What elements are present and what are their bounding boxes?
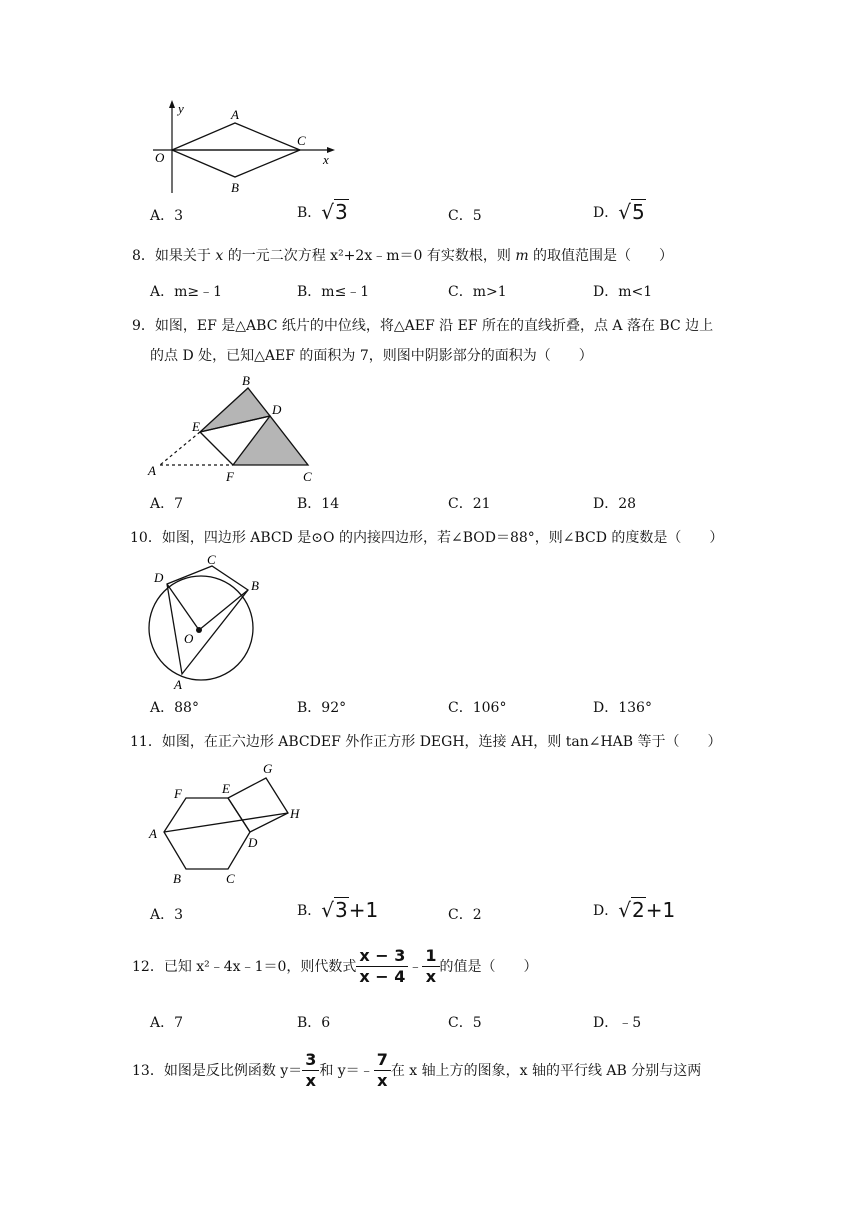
q7-label-x: x: [323, 152, 329, 167]
q11-option-d: D．√2+1: [593, 898, 676, 922]
q9-option-d: D．28: [593, 496, 637, 512]
q9-label-F: F: [226, 469, 234, 484]
q7-label-A: A: [231, 107, 239, 122]
q8-stem: [132, 246, 673, 266]
var: m: [515, 248, 529, 264]
option-label: B．: [297, 205, 322, 221]
q8-text: 有实数根，则: [422, 248, 516, 264]
q11-label-A: A: [149, 826, 157, 841]
q9-stem-line2: 的点 D 处，已知△AEF 的面积为 7，则图中阴影部分的面积为（ ）: [150, 348, 593, 364]
option-value: 3: [174, 208, 184, 224]
q13-text: 在 x 轴上方的图象，x 轴的平行线 AB 分别与这两: [390, 1062, 702, 1079]
q7-label-C: C: [297, 133, 306, 148]
sqrt-sign: √2: [618, 898, 645, 922]
q12-text: 12．已知 x²﹣4x﹣1＝0，则代数式: [132, 958, 357, 975]
q11-label-F: F: [174, 786, 182, 801]
q10-label-B: B: [251, 578, 259, 593]
sqrt-sign: √3: [321, 898, 348, 922]
q12-text: 的值是（ ）: [439, 958, 538, 975]
q11-option-c: C．2: [448, 907, 482, 923]
q11-label-C: C: [226, 871, 235, 886]
q11-figure: [140, 758, 315, 890]
numerator: 1: [422, 946, 439, 967]
q10-label-O: O: [184, 631, 194, 646]
q9-label-B: B: [242, 375, 250, 388]
q9-stem-line1: 9．如图，EF 是△ABC 纸片的中位线，将△AEF 沿 EF 所在的直线折叠，点 A 落在 BC 边上: [132, 318, 714, 334]
q9-label-D: D: [272, 402, 282, 417]
q9-label-A: A: [148, 463, 156, 478]
q12-fraction-1: [356, 946, 408, 987]
q12-option-a: A．7: [150, 1015, 184, 1031]
q13-stem: [132, 1050, 701, 1091]
q7-option-a: [150, 206, 183, 226]
q12-option-b: B．6: [297, 1015, 331, 1031]
q11-label-G: G: [263, 761, 273, 776]
denominator: x: [377, 1071, 388, 1090]
q10-figure: [140, 550, 275, 692]
q8-text: 的取值范围是（ ）: [528, 248, 674, 264]
q7-label-O: O: [155, 150, 165, 165]
q11-label-B: B: [173, 871, 181, 886]
q7-label-y: y: [178, 101, 184, 116]
q8-option-a: A．m≥﹣1: [150, 284, 223, 300]
q9-option-a: A．7: [150, 496, 184, 512]
q9-figure: [140, 375, 330, 485]
denominator: x: [305, 1071, 316, 1090]
sqrt-sign: √5: [618, 200, 645, 224]
q10-label-D: D: [154, 570, 164, 585]
q10-label-C: C: [207, 552, 216, 567]
q13-fraction-1: [302, 1050, 319, 1091]
numerator: 7: [374, 1050, 391, 1071]
q8-option-b: B．m≤﹣1: [297, 284, 370, 300]
q13-fraction-2: [374, 1050, 391, 1091]
q11-label-D: D: [248, 835, 258, 850]
q12-option-d: D．﹣5: [593, 1015, 642, 1031]
q10-option-d: D．136°: [593, 700, 652, 716]
q9-option-c: C．21: [448, 496, 491, 512]
option-label: C．: [448, 208, 473, 224]
q12-stem: [132, 946, 538, 987]
q8-option-c: C．m>1: [448, 284, 507, 300]
option-label: D．: [593, 205, 619, 221]
denominator: x − 4: [359, 967, 406, 986]
q10-option-c: C．106°: [448, 700, 507, 716]
q8-option-d: D．m<1: [593, 284, 653, 300]
q10-option-b: B．92°: [297, 700, 347, 716]
q7-label-B: B: [231, 180, 239, 195]
q7-figure: [145, 98, 345, 198]
q7-option-d: [593, 202, 646, 223]
q12-option-c: C．5: [448, 1015, 482, 1031]
plus-one: +1: [348, 898, 379, 922]
plus-one: +1: [645, 898, 676, 922]
q10-label-A: A: [174, 677, 182, 692]
var: x: [215, 248, 224, 264]
q9-label-C: C: [303, 469, 312, 484]
q13-text: 13．如图是反比例函数 y＝: [132, 1062, 303, 1079]
q10-stem: 10．如图，四边形 ABCD 是⊙O 的内接四边形，若∠BOD＝88°，则∠BCD 的度数是（ ）: [130, 530, 724, 546]
q13-text: 和 y＝﹣: [319, 1062, 374, 1079]
q12-fraction-2: [422, 946, 439, 987]
denominator: x: [425, 967, 437, 986]
q11-label-E: E: [222, 781, 230, 796]
radicand: 3: [335, 898, 348, 922]
q11-option-b: B．√3+1: [297, 898, 379, 922]
q9-label-E: E: [192, 419, 200, 434]
q11-label-H: H: [290, 806, 300, 821]
q12-minus: ﹣: [408, 958, 423, 975]
q8-text: 8．如果关于: [132, 248, 216, 264]
numerator: 3: [302, 1050, 319, 1071]
q9-option-b: B．14: [297, 496, 340, 512]
q8-text: 的一元二次方程: [223, 248, 331, 264]
numerator: x − 3: [356, 946, 408, 967]
option-value: 5: [472, 208, 482, 224]
q11-stem: 11．如图，在正六边形 ABCDEF 外作正方形 DEGH，连接 AH，则 tan∠HAB 等于（ ）: [130, 734, 722, 750]
q11-option-a: A．3: [150, 907, 184, 923]
radicand: 2: [631, 898, 645, 922]
option-label: A．: [150, 208, 175, 224]
q7-option-b: [297, 202, 349, 223]
sqrt-sign: √3: [321, 200, 348, 224]
radicand: 5: [631, 200, 645, 224]
q7-option-c: [448, 206, 482, 226]
q10-option-a: A．88°: [150, 700, 199, 716]
q8-equation: x²+2x﹣m＝0: [330, 248, 423, 264]
radicand: 3: [335, 200, 348, 224]
